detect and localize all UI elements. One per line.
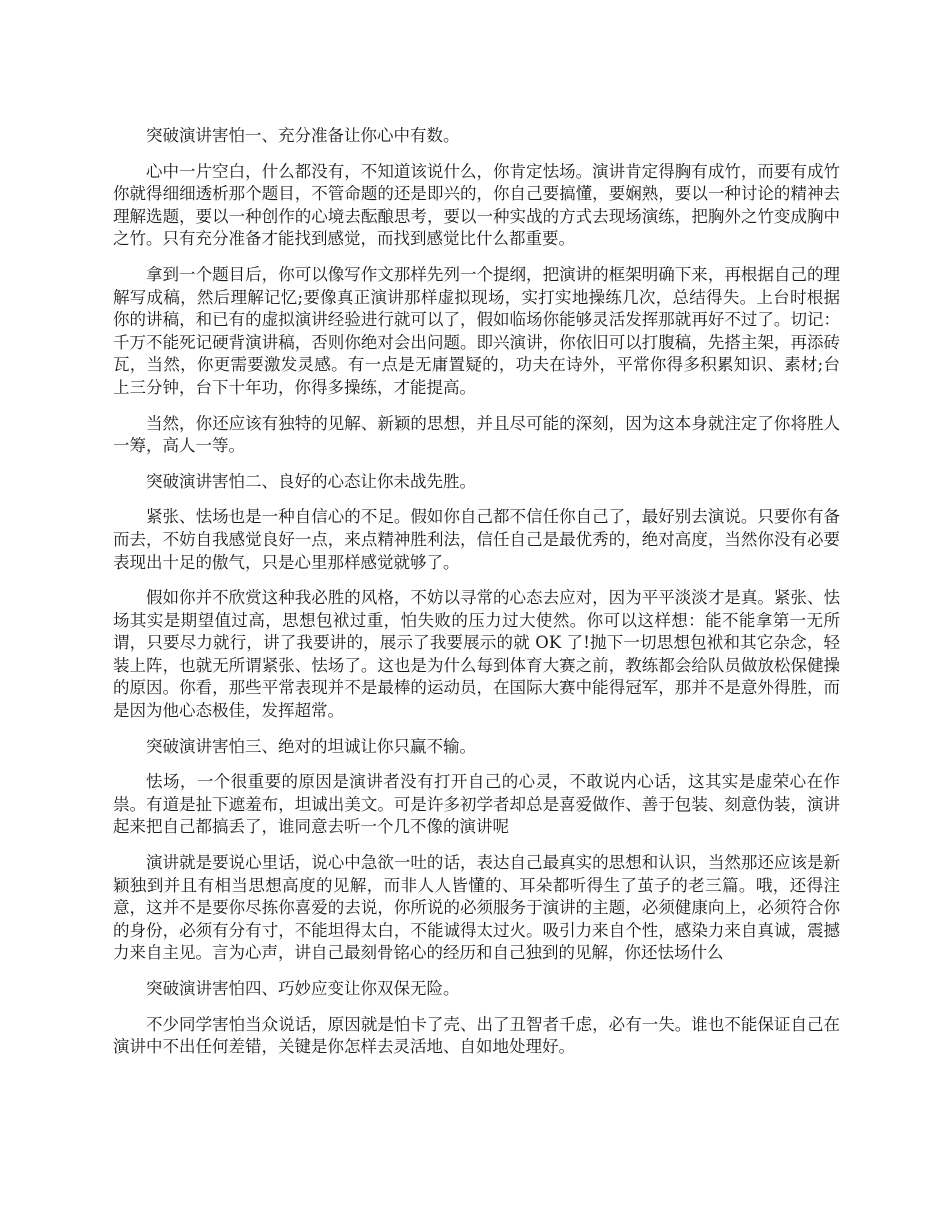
document-body — [113, 125, 840, 1072]
paragraph: 不少同学害怕当众说话，原因就是怕卡了壳、出了丑智者千虑，必有一失。谁也不能保证自己在演讲中不出任何差错，关键是你怎样去灵活地、自如地处理好。 — [113, 1014, 840, 1057]
paragraph: 紧张、怯场也是一种自信心的不足。假如你自己都不信任你自己了，最好别去演说。只要你有备而去，不妨自我感觉良好一点，来点精神胜利法，信任自己是最优秀的，绝对高度，当然你没有必要表现出十足的傲气，只是心里那样感觉就够了。 — [113, 507, 840, 572]
heading-part-2: 突破演讲害怕二、良好的心态让你未战先胜。 — [146, 471, 476, 491]
paragraph: 演讲就是要说心里话，说心中急欲一吐的话，表达自己最真实的思想和认识，当然那还应该是新颖独到并且有相当思想高度的见解，而非人人皆懂的、耳朵都听得生了茧子的老三篇。哦，还得注意，这并不是要你尽拣你喜爱的去说，你所说的必须服务于演讲的主题，必须健康向上，必须符合你的身份，必须有分有寸，不能坦得太白，不能诚得太过火。吸引力来自个性，感染力来自真诚，震撼力来自主见。言为心声，讲自己最刻骨铭心的经历和自己独到的见解，你还怯场什么 — [113, 853, 840, 963]
heading-part-4: 突破演讲害怕四、巧妙应变让你双保无险。 — [146, 979, 460, 998]
heading-part-3: 突破演讲害怕三、绝对的坦诚让你只赢不输。 — [146, 736, 476, 756]
paragraph: 心中一片空白，什么都没有，不知道该说什么，你肯定怯场。演讲肯定得胸有成竹，而要有成竹你就得细细透析那个题目，不管命题的还是即兴的，你自己要搞懂，要娴熟，要以一种讨论的精神去理解选题，要以一种创作的心境去酝酿思考，要以一种实战的方式去现场演练，把胸外之竹变成胸中之竹。只有充分准备才能找到感觉，而找到感觉比什么都重要。 — [113, 161, 840, 249]
heading-part-1: 突破演讲害怕一、充分准备让你心中有数。 — [146, 126, 460, 145]
paragraph: 拿到一个题目后，你可以像写作文那样先列一个提纲，把演讲的框架明确下来，再根据自己的理解写成稿，然后理解记忆;要像真正演讲那样虚拟现场，实打实地操练几次，总结得失。上台时根据你的讲稿，和已有的虚拟演讲经验进行就可以了，假如临场你能够灵活发挥那就再好不过了。切记：千万不能死记硬背演讲稿，否则你绝对会出问题。即兴演讲，你依旧可以打腹稿，先搭主架，再添砖瓦，当然，你更需要激发灵感。有一点是无庸置疑的，功夫在诗外，平常你得多积累知识、素材;台上三分钟，台下十年功，你得多操练，才能提高。 — [113, 264, 840, 397]
paragraph: 当然，你还应该有独特的见解、新颖的思想，并且尽可能的深刻，因为这本身就注定了你将胜人一筹，高人一等。 — [113, 413, 840, 456]
paragraph: 怯场，一个很重要的原因是演讲者没有打开自己的心灵，不敢说内心话，这其实是虚荣心在作祟。有道是扯下遮羞布，坦诚出美文。可是许多初学者却总是喜爱做作、善于包装、刻意伪装，演讲起来把自己都搞丢了，谁同意去听一个几不像的演讲呢 — [113, 772, 840, 837]
paragraph: 假如你并不欣赏这种我必胜的风格，不妨以寻常的心态去应对，因为平平淡淡才是真。紧张、怯场其实是期望值过高，思想包袱过重，怕失败的压力过大使然。你可以这样想：能不能拿第一无所谓，只要尽力就行，讲了我要讲的，展示了我要展示的就 OK 了!抛下一切思想包袱和其它杂念，轻装上阵，也就无所谓紧张、怯场了。这也是为什么每到体育大赛之前，教练都会给队员做放松保健操的原因。你看，那些平常表现并不是最棒的运动员，在国际大赛中能得冠军，那并不是意外得胜，而是因为他心态极佳，发挥超常。 — [113, 588, 840, 721]
